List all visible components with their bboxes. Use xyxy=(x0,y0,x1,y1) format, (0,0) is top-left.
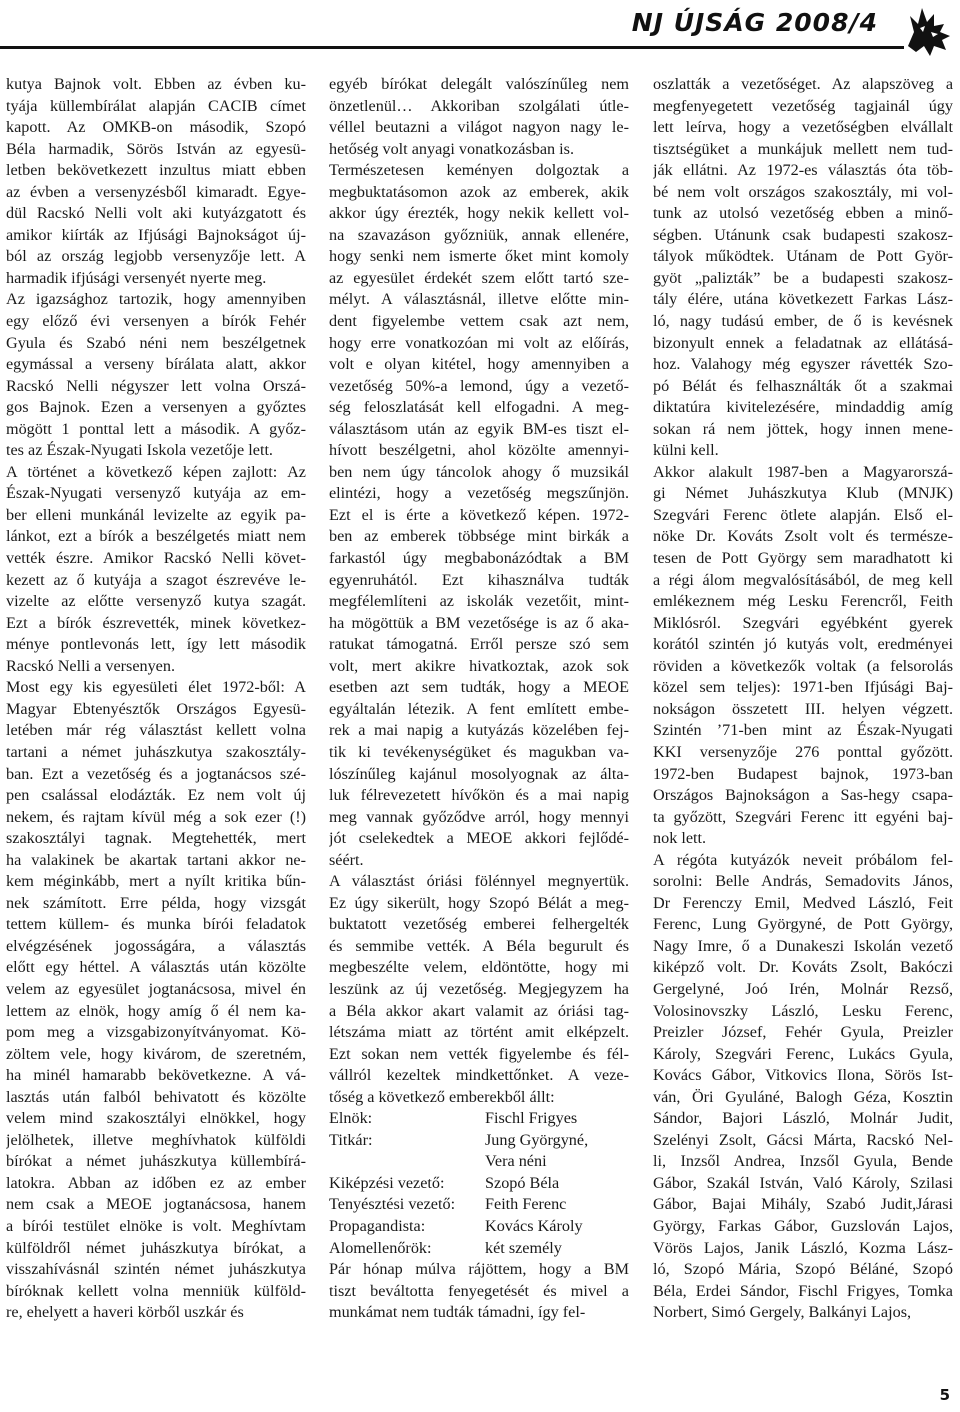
text-line: tyája küllembírálat alapján CACIB címet xyxy=(6,96,306,115)
text-line: véllel beutazni a világot nagyon nagy le- xyxy=(329,118,629,137)
text-line: nok lett. xyxy=(653,829,707,848)
text-line: Ez úgy sikerült, hogy Szopó Bélát a meg- xyxy=(329,893,629,912)
text-line: megfenyegetett vezetőség tagjainál úgy xyxy=(653,96,953,115)
text-line: hogy senki nem ismerte őket mint komoly xyxy=(329,247,629,266)
text-line: akkor úgy érezték, hogy nekik kellett vol- xyxy=(329,204,629,223)
text-line: ta győzött, Szegvári Ferenc itt egyéni baj- xyxy=(653,807,953,826)
text-line: tiszt beváltotta fenyegetését és mivel a xyxy=(329,1281,629,1300)
text-line: Pár hónap múlva rájöttem, hogy a BM xyxy=(329,1260,629,1279)
text-line: Akkor alakult 1987-ben a Magyarorszá- xyxy=(653,462,953,481)
text-line: Miklósról. Szegvári egyébként gyerek xyxy=(653,613,953,632)
role-title: Propagandista: xyxy=(329,1216,426,1235)
text-line: A történet a következő képen zajlott: Az xyxy=(6,462,306,481)
text-line: és semmibe vették. A Béla begurult és xyxy=(329,936,629,955)
text-line: Volosinovszky László, Lesku Ferenc, xyxy=(653,1001,953,1020)
text-line: Szintén ’71-ben mint az Észak-Nyugati xyxy=(653,721,953,740)
text-line: bírókat a német juhászkutya küllembírá- xyxy=(6,1152,306,1171)
text-line: ha mögöttük a BM vezetősége is az ő aka- xyxy=(329,613,629,632)
role-name: két személy xyxy=(485,1238,562,1257)
role-title: Titkár: xyxy=(329,1130,373,1149)
text-line: ból az ország legjobb versenyzője lett. A xyxy=(6,247,306,266)
text-line: egyenruhától. Ezt kihasználva tudták xyxy=(329,570,629,589)
text-line: Gábor, Szakál István, Való Károly, Szilasi xyxy=(653,1173,953,1192)
text-line: tályok működtek. Utánam de Pott Györ- xyxy=(653,247,953,266)
text-line: Természetesen keményen dolgoztak a xyxy=(329,161,629,180)
text-line: séért. xyxy=(329,850,364,869)
text-line: Országos Bajnokságon a Sas-hegy csapa- xyxy=(653,786,953,805)
text-line: kem méginkább, mert a nyílt kritika bűn- xyxy=(6,872,306,891)
masthead-title: NJ ÚJSÁG 2008/4 xyxy=(631,8,878,37)
text-line: vállról kezeltek mindkettőnket. A veze- xyxy=(329,1066,629,1085)
text-line: hogy erre vonatkozóan mi volt az előírás, xyxy=(329,333,629,352)
text-line: latokra. Abban az időben ez az ember xyxy=(6,1173,306,1192)
text-line: nokságon összetett III. helyen végzett. xyxy=(653,699,953,718)
text-line: pom meg a vizsgabizonyítványomat. Kö- xyxy=(6,1023,306,1042)
role-name: Szopó Béla xyxy=(485,1173,560,1192)
text-line: elintézi, hogy a vezetőség megszűnjön. xyxy=(329,484,629,503)
text-line: Gábor, Bajai Mihály, Szabó Judit,Járasi xyxy=(653,1195,953,1214)
text-line: Szegvári Ferenc ötlete alapján. Első el- xyxy=(653,505,953,524)
text-line: tes az Észak-Nyugati Iskola vezetője lett. xyxy=(6,441,273,460)
text-line: közel sem teljes): 1971-ben Ifjúsági Baj- xyxy=(653,678,953,697)
text-line: munkámat nem tudták támadni, így fel- xyxy=(329,1303,586,1322)
text-line: Kovács Gábor, Vitkovics Ilona, Sörös Ist- xyxy=(653,1066,953,1085)
text-line: lánkot, ezt a bírók a beszélgetés miatt nem xyxy=(6,527,306,546)
text-line: re, ehelyett a haveri körből uszkár és xyxy=(6,1303,244,1322)
text-line: emlékeznem még Lesku Ferencről, Feith xyxy=(653,592,953,611)
text-line: Racskó Nelli a versenyen. xyxy=(6,656,176,675)
text-line: nöke Dr. Kováts Zsolt volt és természe- xyxy=(653,527,953,546)
role-title: Kiképzési vezető: xyxy=(329,1173,445,1192)
text-line: letében már rég választást kellett volna xyxy=(6,721,306,740)
text-line: 1972-ben Budapest bajnok, 1973-ban xyxy=(653,764,953,783)
role-title: Tenyésztési vezető: xyxy=(329,1195,456,1214)
text-line: lasztás után falból behivatott és közölte xyxy=(6,1087,306,1106)
text-line: na szavazáson győzniük, annak ellenére, xyxy=(329,225,629,244)
text-line: tunk az utolsó vezetőség ebben a minő- xyxy=(653,204,953,223)
leadership-row xyxy=(329,1108,629,1130)
leadership-row xyxy=(329,1216,629,1238)
role-name: Vera néni xyxy=(485,1152,547,1171)
text-line: jót cselekedtek a MEOE akkori fejlődé- xyxy=(329,829,629,848)
text-line: esetben azt sem tudták, hogy a MEOE xyxy=(329,678,629,697)
text-line: Norbert, Simó Gergely, Balkányi Lajos, xyxy=(653,1303,912,1322)
text-line: vizelte az előtte versenyző kutya szagát. xyxy=(6,592,306,611)
text-line: kezett az ő kutyája a szagot észrevéve le- xyxy=(6,570,306,589)
text-line: Gergelyné, Joó Irén, Molnár Rezső, xyxy=(653,979,953,998)
text-line: tály élére, utána következett Farkas Lász- xyxy=(653,290,953,309)
text-line: zöltem vele, hogy kivárom, de szeretném, xyxy=(6,1044,306,1063)
text-line: hívott beszélgetni, ahol közölte amennyi- xyxy=(329,441,629,460)
role-name: Fischl Frigyes xyxy=(485,1109,578,1128)
text-line: György, Farkas Gábor, Guzslován Lajos, xyxy=(653,1216,953,1235)
text-line: bíróknak kellett volna menniük külföld- xyxy=(6,1281,306,1300)
text-line: A választást óriási fölénnyel megnyertük. xyxy=(329,872,629,891)
text-line: Az igazsághoz tartozik, hogy amennyiben xyxy=(6,290,306,309)
text-line: ló, Szopó Mária, Szopó Béláné, Szopó xyxy=(653,1260,953,1279)
text-line: ber elleni munkánál levizelte az egyik pa- xyxy=(6,505,306,524)
text-line: Magyar Ebtenyésztők Országos Egyesü- xyxy=(6,699,306,718)
text-line: nem csak a MEOE jogtanácsosa, hanem xyxy=(6,1195,306,1214)
text-line: harmadik ifjúsági versenyét nyerte meg. xyxy=(6,268,267,287)
text-line: tartani a német juhászkutya szakosztály- xyxy=(6,742,306,761)
text-line: ségben. Utánunk csak budapesti szakosz- xyxy=(653,225,953,244)
text-line: meg vannak győződve arról, hogy mennyi xyxy=(329,807,629,826)
text-line: külni kell. xyxy=(653,441,719,460)
text-line: pen csalással elodázták. Ez nem volt új xyxy=(6,786,306,805)
text-line: megfélemlíteni az iskolák vezetőit, mint- xyxy=(329,592,629,611)
text-line: velem mind szakosztályi elnökkel, hogy xyxy=(6,1109,306,1128)
text-line: diktatúra kivitelezésére, mindaddig amíg xyxy=(653,398,953,417)
text-line: bizonyult ennek a feladatnak az ellátásá- xyxy=(653,333,953,352)
role-title: Elnök: xyxy=(329,1109,373,1128)
text-line: Vörös Lajos, Janik László, Kozma Lász- xyxy=(653,1238,953,1257)
leadership-list xyxy=(329,1108,629,1259)
text-line: egy előző évi versenyen a bírók Fehér xyxy=(6,312,306,331)
text-line: Észak-Nyugati versenyző kutyája az em- xyxy=(6,484,306,503)
text-line: dül Racskó Nelli volt aki kutyázgatott és xyxy=(6,204,306,223)
text-line: nekem, és rajtam kívül még a sok ezer (!) xyxy=(6,807,306,826)
text-line: ban. Ezt a vezetőség és a jogtanácsos szé- xyxy=(6,764,306,783)
text-line: röviden a következők voltak (a felsorolás xyxy=(653,656,953,675)
text-line: az évben a versenyzésből kimaradt. Egye- xyxy=(6,182,306,201)
text-line: amikor kiírták az Ifjúsági Bajnokságot új- xyxy=(6,225,306,244)
role-name: Feith Ferenc xyxy=(485,1195,567,1214)
text-line: kiképző volt. Dr. Kováts Zsolt, Bakóczi xyxy=(653,958,953,977)
text-line: Ezt el is érte a következő képen. 1972- xyxy=(329,505,629,524)
text-line: hetőség volt anyagi vonatkozásban is. xyxy=(329,139,575,158)
text-line: A régóta kutyázók neveit próbálom fel- xyxy=(653,850,953,869)
article-column-1 xyxy=(6,74,306,1324)
text-line: gos Bajnok. Ezen a versenyen a győztes xyxy=(6,398,306,417)
text-line: Dr Ferenczy Emil, Medved László, Feit xyxy=(653,893,953,912)
text-line: volt, mert akikre hivatkoztak, azok sok xyxy=(329,656,629,675)
leadership-row xyxy=(329,1194,629,1216)
text-line: vették észre. Amikor Racskó Nelli követ- xyxy=(6,549,306,568)
text-line: egyéb bírókat delegált valószínűleg nem xyxy=(329,75,629,93)
text-line: egymással a verseny bírálata alatt, akkor xyxy=(6,355,306,374)
leadership-row xyxy=(329,1238,629,1260)
text-line: a Béla akkor akart valamit az óriási tag- xyxy=(329,1001,629,1020)
text-line: oszlatták a vezetőséget. Az alapszöveg a xyxy=(653,75,953,93)
dog-head-logo-icon xyxy=(900,2,954,58)
role-title xyxy=(329,1151,485,1173)
text-line: ló, nagy tudású ember, de ő is kevésnek xyxy=(653,312,953,331)
text-line: Szelényi Zsolt, Gácsi Márta, Racskó Nel- xyxy=(653,1130,953,1149)
text-line: Gyula és Szabó néni nem beszélgetnek xyxy=(6,333,306,352)
leadership-row xyxy=(329,1130,629,1152)
text-line: Nagy Imre, ő a Dunakeszi Iskolán vezető xyxy=(653,936,953,955)
text-line: Ezt sokan nem vették figyelembe és fél- xyxy=(329,1044,629,1063)
text-line: tisztségüket a munkájuk mellett nem tud- xyxy=(653,139,953,158)
text-line: ratukat támogatná. Erről persze szó sem xyxy=(329,635,629,654)
text-line: bé nem volt országos szakosztály, mi vol- xyxy=(653,182,953,201)
text-line: Ferenc, Lung Györgyné, de Pott György, xyxy=(653,915,953,934)
text-line: egyáltalán létezik. A fent említett embe- xyxy=(329,699,629,718)
text-line: önzetlenül… Akkoriban szolgálati útle- xyxy=(329,96,629,115)
text-line: ben az emberek többsége mint birkák a xyxy=(329,527,629,546)
text-line: pó Bélát és felhasználták őt a szakmai xyxy=(653,376,953,395)
text-line: volt e olyan kitétel, hogy amennyiben a xyxy=(329,355,629,374)
text-line: mélyt. A választásnál, illetve előtte min- xyxy=(329,290,629,309)
text-line: az egyesület érdekét szem előtt tartó sze- xyxy=(329,268,629,287)
text-line: létszáma miatt az történt amit elképzelt. xyxy=(329,1023,629,1042)
article-column-3 xyxy=(653,74,953,1324)
text-line: lett leírva, hogy a vezetőségben elvállalt xyxy=(653,118,953,137)
text-line: kapott. Az OMKB-on második, Szopó xyxy=(6,118,306,137)
text-line: Preizler József, Fehér Gyula, Preizler xyxy=(653,1023,953,1042)
leadership-row xyxy=(329,1173,629,1195)
text-line: korától szintén jó kutyás volt, eredményei xyxy=(653,635,953,654)
text-line: a régi álom megvalósításából, de meg kell xyxy=(653,570,953,589)
text-line: szakosztályi tagnak. Megtehették, mert xyxy=(6,829,306,848)
text-line: tesen de Pott György sem maradhatott ki xyxy=(653,549,953,568)
text-line: mögött 1 ponttal lett a második. A győz- xyxy=(6,419,306,438)
text-line: gyöt „palizták” be a budapesti szakosz- xyxy=(653,268,953,287)
text-line: Béla, Erdei Sándor, Fischl Frigyes, Tomka xyxy=(653,1281,953,1300)
text-line: kutya Bajnok volt. Ebben az évben ku- xyxy=(6,75,306,93)
text-line: Sándor, Bajori László, Molnár Judit, xyxy=(653,1109,953,1128)
text-line: sorolni: Belle András, Semadovits János, xyxy=(653,872,953,891)
role-title: Alomellenőrök: xyxy=(329,1238,432,1257)
text-line: hoz. Valahogy még egyszer rávették Szo- xyxy=(653,355,953,374)
role-name: Kovács Károly xyxy=(485,1216,583,1235)
text-line: választásom után az egyik BM-es tiszt el- xyxy=(329,419,629,438)
text-line: ha minél hamarabb bekövetkezne. A vá- xyxy=(6,1066,306,1085)
text-line: jelölhetek, illetve meghívhatok külföldi xyxy=(6,1130,306,1149)
text-line: KKI versenyzője 276 ponttal győzött. xyxy=(653,742,953,761)
text-line: vezetőség 50%-a lemond, úgy a vezető- xyxy=(329,376,629,395)
text-line: ha valakinek be akartak tartani akkor ne- xyxy=(6,850,306,869)
leadership-row xyxy=(329,1151,629,1173)
page-number: 5 xyxy=(939,1386,950,1404)
text-line: visszahívásnál szintén német juhászkutya xyxy=(6,1260,306,1279)
text-line: Racskó Nelli négyszer lett volna Orszá- xyxy=(6,376,306,395)
text-line: ménye pontlevonás lett, így lett második xyxy=(6,635,306,654)
text-line: leszünk az új vezetőség. Megjegyzem ha xyxy=(329,979,629,998)
text-line: luk félrevezetett hívőkön és a mai napig xyxy=(329,786,629,805)
text-line: rek a mai napig a kutyázás közelében fej- xyxy=(329,721,629,740)
text-line: buktatott vezetőség emberei felhergelték xyxy=(329,915,629,934)
text-line: ván, Öri Gyuláné, Balogh Géza, Kosztin xyxy=(653,1087,953,1106)
text-line: ség feloszlatását kell elfogadni. A meg- xyxy=(329,398,629,417)
text-line: nek számított. Erre példa, hogy vizsgát xyxy=(6,893,306,912)
text-line: Béla harmadik, Sörös István az egyesü- xyxy=(6,139,306,158)
text-line: lószínűleg kajánul mosolyognak az álta- xyxy=(329,764,629,783)
text-line: tőség a következő emberekből állt: xyxy=(329,1087,555,1106)
text-line: sokan rá nem jöttek, hogy innen mene- xyxy=(653,419,953,438)
text-line: ben nem úgy táncolok ahogy ő muzsikál xyxy=(329,462,629,481)
text-line: gi Német Juhászkutya Klub (MNJK) xyxy=(653,484,953,503)
text-line: a bírói testület elnöke is volt. Meghívtam xyxy=(6,1216,306,1235)
text-line: megbuktatásomon azok az emberek, akik xyxy=(329,182,629,201)
text-line: Károly, Szegvári Ferenc, Lukács Gyula, xyxy=(653,1044,953,1063)
text-line: megbeszélte velem, eldöntötte, hogy mi xyxy=(329,958,629,977)
text-line: letben bekövetkezett inzultus miatt ebben xyxy=(6,161,306,180)
text-line: elvégzésének jogosságára, a választás xyxy=(6,936,306,955)
role-name: Jung Györgyné, xyxy=(485,1130,589,1149)
text-line: dent figyelembe vettem csak azt nem, xyxy=(329,312,629,331)
text-line: farkastól úgy megbabonázódtak a BM xyxy=(329,549,629,568)
article-column-2 xyxy=(329,74,629,1324)
text-line: Ezt a bírók észrevették, minek következ- xyxy=(6,613,306,632)
text-line: külföldről német juhászkutya bírókat, a xyxy=(6,1238,306,1257)
text-line: ják ellátni. Az 1972-es választás óta töb- xyxy=(653,161,953,180)
text-line: velem az egyesület jogtanácsosa, mivel én xyxy=(6,979,306,998)
text-line: előtt egy héttel. A választás után közölte xyxy=(6,958,306,977)
text-line: lettem az elnök, hogy amíg ő él nem ka- xyxy=(6,1001,306,1020)
text-line: li, Inzsől Andrea, Inzsől Gyula, Bende xyxy=(653,1152,953,1171)
text-line: tettem küllem- és munka bírói feladatok xyxy=(6,915,306,934)
text-line: Most egy kis egyesületi élet 1972-ből: A xyxy=(6,678,306,697)
text-line: tik ki tevékenységüket és magukban va- xyxy=(329,742,629,761)
header-rule xyxy=(0,46,904,49)
